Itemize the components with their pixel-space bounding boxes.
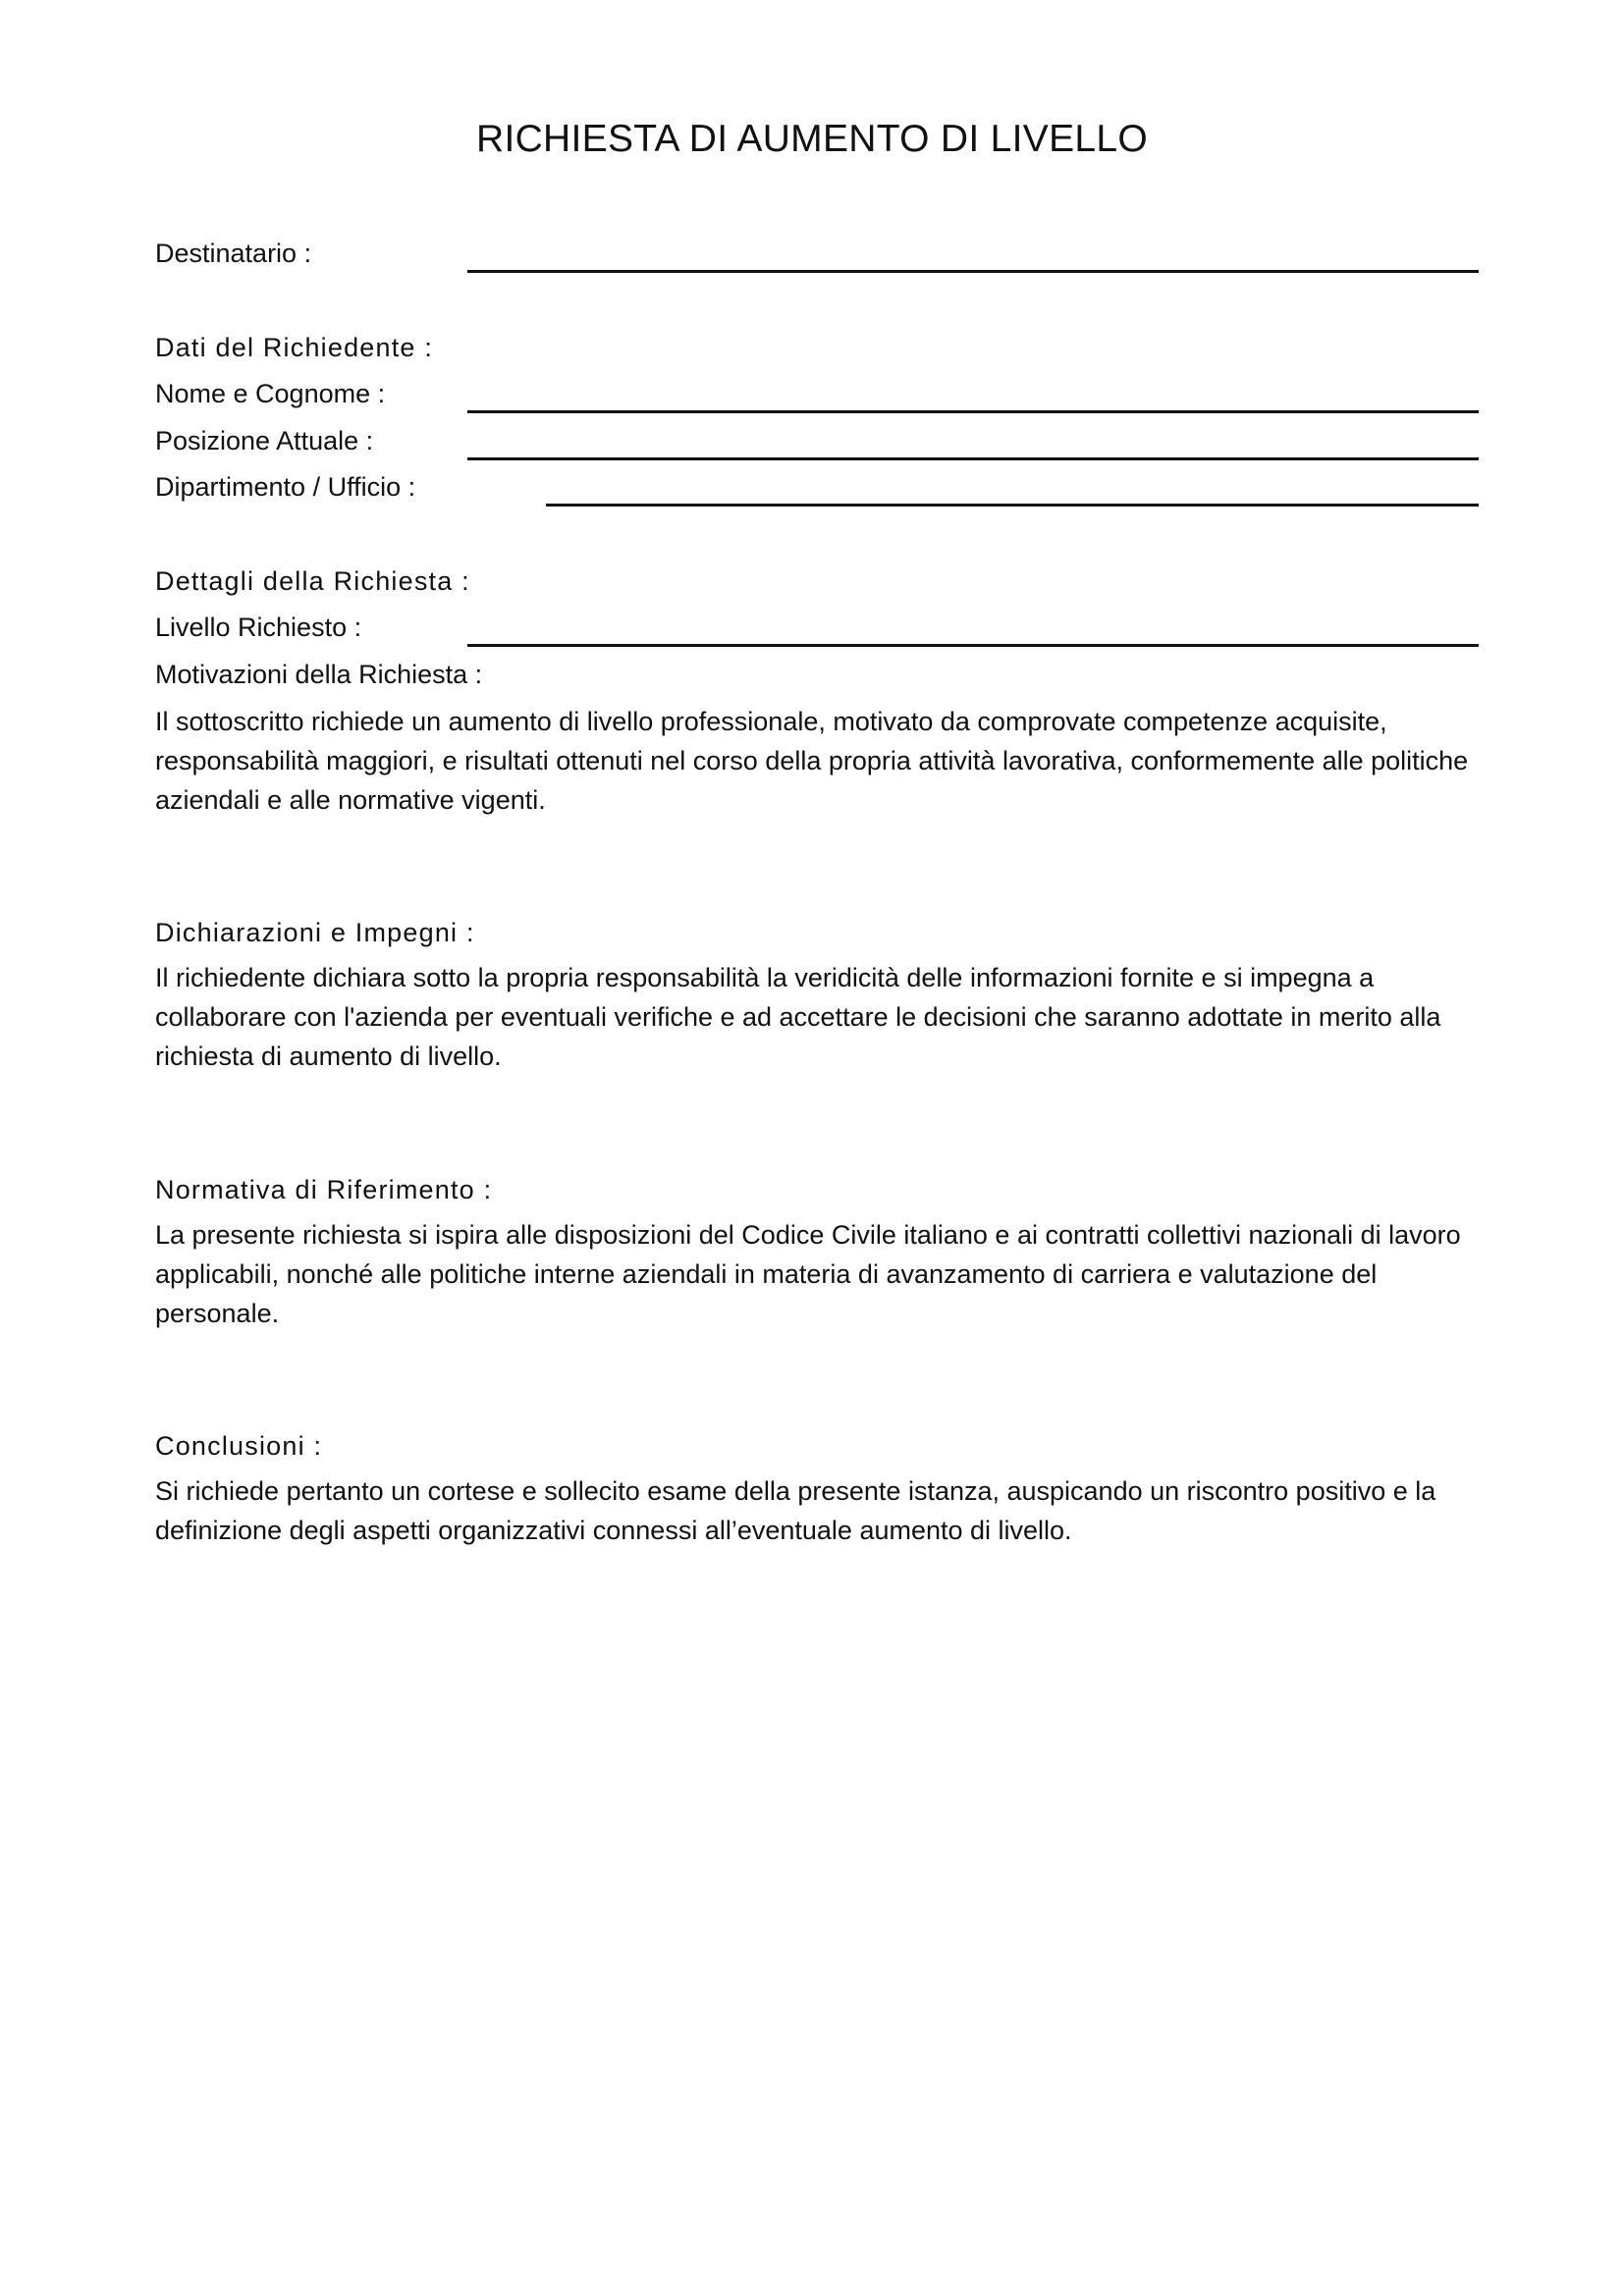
conclusions-heading: Conclusioni : [155,1431,323,1461]
name-field[interactable] [467,410,1479,413]
applicant-heading: Dati del Richiedente : [155,333,434,362]
department-label: Dipartimento / Ufficio : [155,472,416,502]
position-field[interactable] [467,457,1479,460]
level-field[interactable] [467,644,1479,647]
level-label: Livello Richiesto : [155,613,362,642]
regulations-paragraph: La presente richiesta si ispira alle disposizioni del Codice Civile italiano e ai contratti collettivi nazionali di lavoro applicabili, nonché alle politiche interne aziendali in materia di avanzamento di carriera e valutazione del personale. [155,1220,1461,1328]
conclusions-paragraph: Si richiede pertanto un cortese e sollecito esame della presente istanza, auspicando un riscontro positivo e la definizione degli aspetti organizzativi connessi all’eventuale aumento di livello. [155,1476,1436,1545]
name-label: Nome e Cognome : [155,379,386,408]
declarations-heading: Dichiarazioni e Impegni : [155,918,475,947]
document-title: RICHIESTA DI AUMENTO DI LIVELLO [475,118,1149,160]
department-field[interactable] [546,504,1479,507]
recipient-label: Destinatario : [155,239,312,268]
position-label: Posizione Attuale : [155,426,374,455]
regulations-heading: Normativa di Riferimento : [155,1175,493,1204]
motivation-label: Motivazioni della Richiesta : [155,660,483,689]
request-heading: Dettagli della Richiesta : [155,566,470,596]
declarations-paragraph: Il richiedente dichiara sotto la propria responsabilità la veridicità delle informazioni fornite e si impegna a collaborare con l'azienda per eventuali verifiche e ad accettare le decisioni che saranno adottate in merito alla richiesta di aumento di livello. [155,963,1441,1071]
recipient-field[interactable] [467,270,1479,273]
motivation-paragraph: Il sottoscritto richiede un aumento di livello professionale, motivato da comprovate competenze acquisite, responsabilità maggiori, e risultati ottenuti nel corso della propria attività lavorativa, conformemente alle politiche aziendali e alle normative vigenti. [155,707,1469,815]
